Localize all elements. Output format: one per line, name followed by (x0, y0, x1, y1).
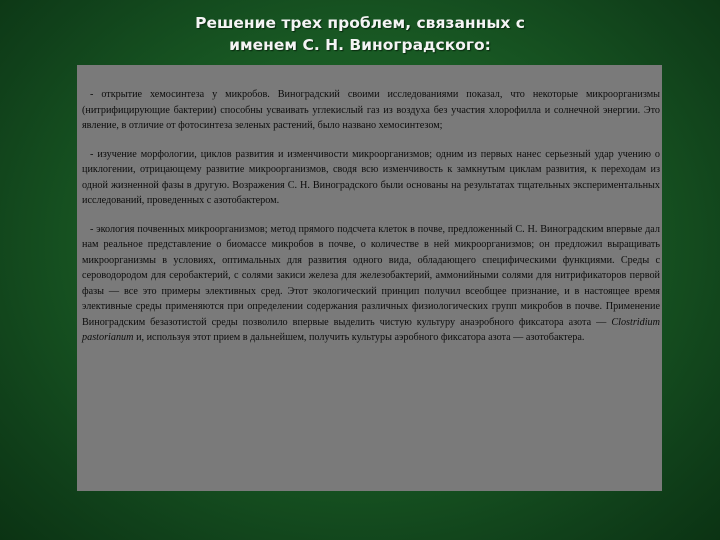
content-text (82, 87, 660, 359)
paragraph-text: - открытие хемосинтеза у микробов. Виноградский своими исследованиями показал, что некоторые микроорганизмы (нитрифицирующие бактерии) способны усваивать углекислый газ из воздуха без участия хлорофилла и солнечной энергии. Это явление, в отличие от фотосинтеза зеленых растений, было названо хемосинтезом; (82, 89, 660, 131)
paragraph-text: - изучение морфологии, циклов развития и изменчивости микроорганизмов; одним из первых нанес серьезный удар учению о циклогении, отрицающему развитие микроорганизмов, сводя всю изменчивость к замкнутым циклам развития, к переходам из одной жизненной фазы в другую. Возражения С. Н. Виноградского были основаны на результатах тщательных экспериментальных исследований, проведенных с азотобактером. (82, 148, 660, 206)
title-line-1: Решение трех проблем, связанных с (195, 14, 525, 32)
paragraph-morphology (82, 147, 660, 209)
slide-title (0, 12, 720, 56)
paragraph-chemosynthesis (82, 87, 660, 134)
paragraph-text-end: и, используя этот прием в дальнейшем, получить культуры аэробного фиксатора азота — азотобактера. (133, 332, 585, 343)
species-name: Clostridium pastorianum (82, 316, 660, 343)
title-line-2: именем С. Н. Виноградского: (229, 36, 491, 54)
paragraph-text: - экология почвенных микроорганизмов; метод прямого подсчета клеток в почве, предложенный С. Н. Виноградским впервые дал нам реальное представление о биомассе микробов в почве, о количестве в ней микроорганизмов; он предложил выращивать микроорганизмы в условиях, оптимальных для развития одного вида, обладающего специфическими функциями. Среды с сероводородом для серобактерий, с солями закиси железа для железобактерий, аммонийными солями для нитрификаторов первой фазы — все это примеры элективных сред. Этот экологический принцип получил всеобщее признание, и в настоящее время элективные среды применяются при определении содержания различных физиологических групп микробов в почве. Применение Виноградским безазотистой среды позволило впервые выделить чистую культуру анаэробного фиксатора азота — (82, 223, 660, 328)
paragraph-ecology (82, 222, 660, 346)
